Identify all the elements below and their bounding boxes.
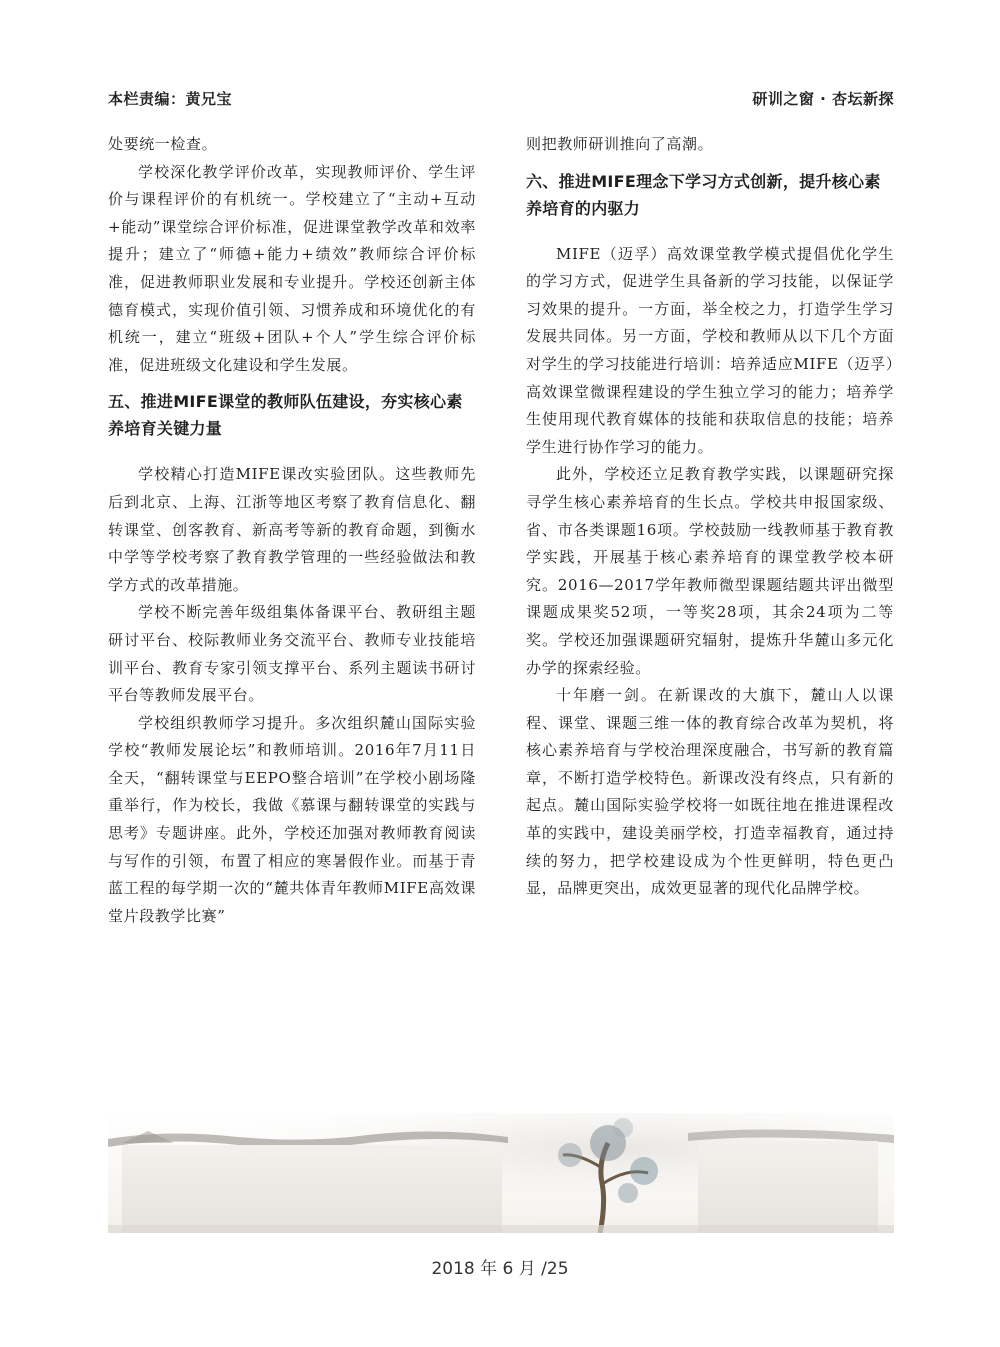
page-footer: 2018 年 6 月 /25 bbox=[431, 1259, 569, 1279]
column-title: 研训之窗 · 杏坛新探 bbox=[752, 90, 894, 108]
paragraph: 学校精心打造MIFE课改实验团队。这些教师先后到北京、上海、江浙等地区考察了教育信息化、翻转课堂、创客教育、新高考等新的教育命题，到衡水中学等学校考察了教育教学管理的一些经验做法和教学方式的改革措施。 bbox=[108, 465, 476, 594]
paragraph: 学校组织教师学习提升。多次组织麓山国际实验学校“教师发展论坛”和教师培训。2016年7月11日全天，“翻转课堂与EEPO整合培训”在学校小剧场隆重举行，作为校长，我做《慕课与翻转课堂的实践与思考》专题讲座。此外，学校还加强对教师教育阅读与写作的引领，布置了相应的寒暑假作业。而基于青蓝工程的每学期一次的“麓共体青年教师MIFE高效课堂片段教学比赛” bbox=[108, 713, 476, 925]
paragraph: 十年磨一剑。在新课改的大旗下，麓山人以课程、课堂、课题三维一体的教育综合改革为契机，将核心素养培育与学校治理深度融合，书写新的教育篇章，不断打造学校特色。新课改没有终点，只有新的起点。麓山国际实验学校将一如既往地在推进课程改革的实践中，建设美丽学校，打造幸福教育，通过持续的努力，把学校建设成为个性更鲜明，特色更凸显，品牌更突出，成效更显著的现代化品牌学校。 bbox=[526, 686, 894, 898]
ink-wall-tree-image bbox=[108, 1113, 894, 1233]
paragraph: 学校深化教学评价改革，实现教师评价、学生评价与课程评价的有机统一。学校建立了“主动+互动+能动”课堂综合评价标准，促进课堂教学改革和效率提升；建立了“师德+能力+绩效”教师综合评价标准，促进教师职业发展和专业提升。学校还创新主体德育模式，实现价值引领、习惯养成和环境优化的有机统一，建立“班级+团队+个人”学生综合评价标准，促进班级文化建设和学生发展。 bbox=[108, 162, 476, 374]
page-header bbox=[108, 88, 894, 112]
paragraph: MIFE（迈孚）高效课堂教学模式提倡优化学生的学习方式，促进学生具备新的学习技能，以保证学习效果的提升。一方面，举全校之力，打造学生学习发展共同体。另一方面，学校和教师从以下几个方面对学生的学习技能进行培训：培养适应MIFE（迈孚）高效课堂微课程建设的学生独立学习的能力；培养学生使用现代教育媒体的技能和获取信息的技能；培养学生进行协作学习的能力。 bbox=[526, 244, 894, 456]
paragraph: 此外，学校还立足教育教学实践，以课题研究探寻学生核心素养培育的生长点。学校共申报国家级、省、市各类课题16项。学校鼓励一线教师基于教育教学实践，开展基于核心素养培育的课堂教学校本研究。2016—2017学年教师微型课题结题共评出微型课题成果奖52项，一等奖28项，其余24项为二等奖。学校还加强课题研究辐射，提炼升华麓山多元化办学的探索经验。 bbox=[526, 465, 894, 677]
paragraph: 处要统一检查。 bbox=[108, 135, 218, 153]
decorative-illustration bbox=[108, 1113, 894, 1233]
left-column bbox=[108, 131, 476, 930]
paragraph: 学校不断完善年级组集体备课平台、教研组主题研讨平台、校际教师业务交流平台、教师专业技能培训平台、教育专家引领支撑平台、系列主题读书研讨平台等教师发展平台。 bbox=[108, 603, 476, 705]
paragraph: 则把教师研训推向了高潮。 bbox=[526, 135, 714, 153]
section-heading-5: 五、推进MIFE课堂的教师队伍建设，夯实核心素养培育关键力量 bbox=[108, 392, 463, 439]
right-column bbox=[526, 131, 894, 903]
section-heading-6: 六、推进MIFE理念下学习方式创新，提升核心素养培育的内驱力 bbox=[526, 171, 881, 218]
editor-credit: 本栏责编：黄兄宝 bbox=[108, 90, 233, 108]
